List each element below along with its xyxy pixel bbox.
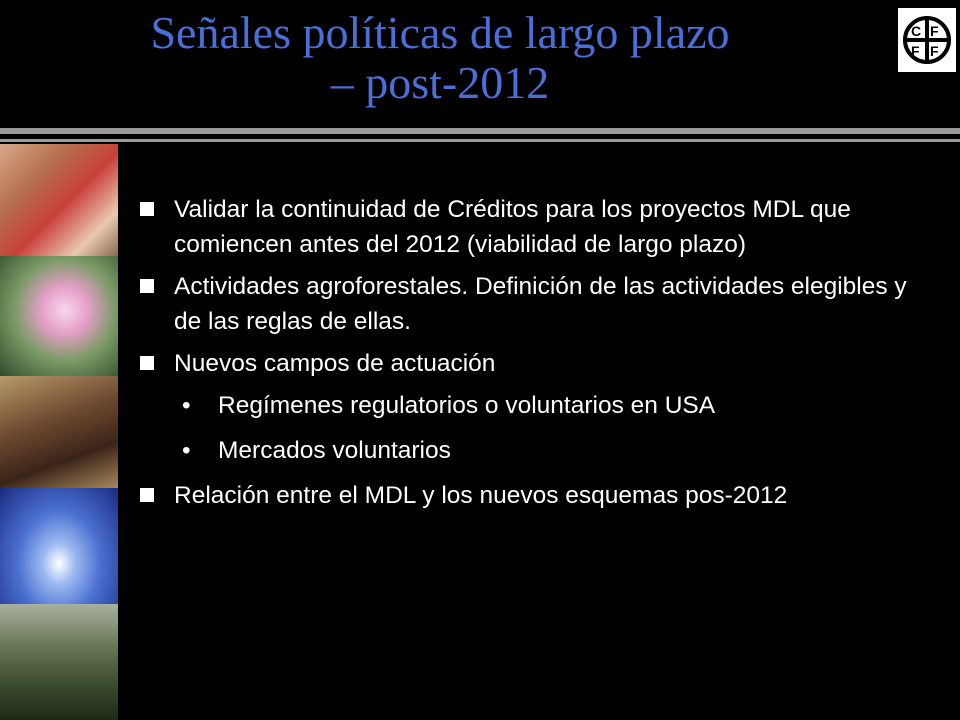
bullet-text: Validar la continuidad de Créditos para los proyectos MDL que comiencen antes del 2012 (viabilidad de largo plazo) bbox=[174, 196, 851, 258]
children-photo bbox=[0, 144, 118, 256]
square-bullet-icon bbox=[140, 356, 154, 370]
bullet-text: Relación entre el MDL y los nuevos esquemas pos-2012 bbox=[174, 482, 788, 509]
svg-text:F: F bbox=[930, 23, 939, 39]
carbon-finance-logo bbox=[898, 8, 956, 72]
photo-strip bbox=[0, 144, 118, 720]
sub-bullet-text: Regímenes regulatorios o voluntarios en USA bbox=[218, 392, 716, 419]
title-line-2: – post-2012 bbox=[330, 57, 550, 108]
square-bullet-icon bbox=[140, 202, 154, 216]
sub-bullet-text: Mercados voluntarios bbox=[218, 437, 451, 464]
bullet-item bbox=[140, 269, 930, 339]
title-line-1: Señales políticas de largo plazo bbox=[150, 7, 730, 58]
svg-text:F: F bbox=[911, 43, 920, 59]
dot-bullet-icon: • bbox=[182, 392, 191, 419]
water-drop-photo bbox=[0, 488, 118, 604]
dot-bullet-icon: • bbox=[182, 437, 191, 464]
sub-bullet-item bbox=[140, 388, 930, 423]
header-rule-thin bbox=[0, 139, 960, 142]
slide-content bbox=[140, 192, 930, 520]
header-rule-thick bbox=[0, 128, 960, 134]
forest-photo bbox=[0, 604, 118, 720]
slide-title bbox=[0, 8, 880, 108]
mother-child-photo bbox=[0, 376, 118, 488]
square-bullet-icon bbox=[140, 488, 154, 502]
sub-bullet-item bbox=[140, 433, 930, 468]
bullet-text: Actividades agroforestales. Definición de las actividades elegibles y de las reglas de ellas. bbox=[174, 273, 907, 335]
bullet-item bbox=[140, 192, 930, 262]
square-bullet-icon bbox=[140, 279, 154, 293]
lotus-flower-photo bbox=[0, 256, 118, 376]
svg-text:C: C bbox=[911, 23, 922, 39]
svg-text:F: F bbox=[930, 43, 939, 59]
bullet-item bbox=[140, 478, 930, 513]
bullet-text: Nuevos campos de actuación bbox=[174, 350, 496, 377]
bullet-item bbox=[140, 346, 930, 381]
